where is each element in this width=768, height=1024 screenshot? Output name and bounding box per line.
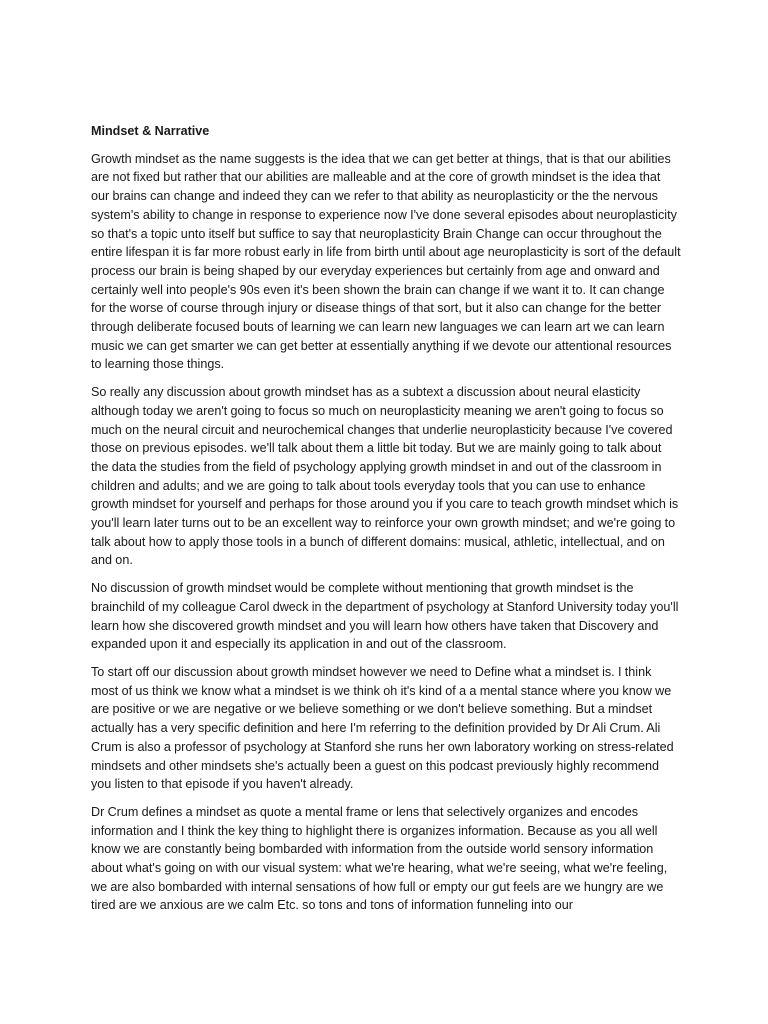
paragraph-dr-crum-definition: Dr Crum defines a mindset as quote a mental frame or lens that selectively organizes and encodes information and I think the key thing to highlight there is organizes information. Because as you all well know we are constantly being bombarded with information from the outside world sensory information about what's going on with our visual system: what we're hearing, what we're seeing, what we're feeling, we are also bombarded with internal sensations of how full or empty our gut feels are we hungry are we tired are we anxious are we calm Etc. so tons and tons of information funneling into our [91, 804, 668, 913]
document-body [91, 122, 681, 924]
paragraph-define-mindset: To start off our discussion about growth mindset however we need to Define what a mindset is. I think most of us think we know what a mindset is we think oh it's kind of a a mental stance where you know we are positive or we are negative or we believe something or we don't believe something. But a mindset actually has a very specific definition and here I'm referring to the definition provided by Dr Ali Crum. Ali Crum is also a professor of psychology at Stanford she runs her own laboratory working on stress-related mindsets and other mindsets she's actually been a guest on this podcast previously highly recommend you listen to that episode if you haven't already. [91, 664, 674, 792]
paragraph-growth-mindset-intro: Growth mindset as the name suggests is the idea that we can get better at things, that is that our abilities are not fixed but rather that our abilities are malleable and at the core of growth mindset is the idea that our brains can change and indeed they can we refer to that ability as neuroplasticity or the the nervous system's ability to change in response to experience now I've done several episodes about neuroplasticity so that's a topic unto itself but suffice to say that neuroplasticity Brain Change can occur throughout the entire lifespan it is far more robust early in life from birth until about age neuroplasticity is sort of the default process our brain is being shaped by our everyday experiences but certainly from age and onward and certainly well into people's 90s even it's been shown the brain can change if we want it to. It can change for the worse of course through injury or disease things of that sort, but it also can change for the better through deliberate focused bouts of learning we can learn new languages we can learn art we can learn music we can get smarter we can get better at essentially anything if we devote our attentional resources to learning those things. [91, 151, 681, 372]
paragraph-neural-elasticity: So really any discussion about growth mindset has as a subtext a discussion about neural elasticity although today we aren't going to focus so much on neuroplasticity meaning we aren't going to focus so much on the neural circuit and neurochemical changes that underlie neuroplasticity because I've covered those on previous episodes. we'll talk about them a little bit today. But we are mainly going to talk about the data the studies from the field of psychology applying growth mindset in and out of the classroom in children and adults; and we are going to talk about tools everyday tools that you can use to enhance growth mindset for yourself and perhaps for those around you if you care to teach growth mindset which is you'll learn later turns out to be an excellent way to reinforce your own growth mindset; and we're going to talk about how to apply those tools in a bunch of different domains: musical, athletic, intellectual, and on and on. [91, 385, 679, 568]
document-title: Mindset & Narrative [91, 124, 210, 138]
paragraph-carol-dweck: No discussion of growth mindset would be complete without mentioning that growth mindset is the brainchild of my colleague Carol dweck in the department of psychology at Stanford University today you'll learn how she discovered growth mindset and you will learn how others have taken that Discovery and expanded upon it and especially its application in and out of the classroom. [91, 581, 679, 652]
